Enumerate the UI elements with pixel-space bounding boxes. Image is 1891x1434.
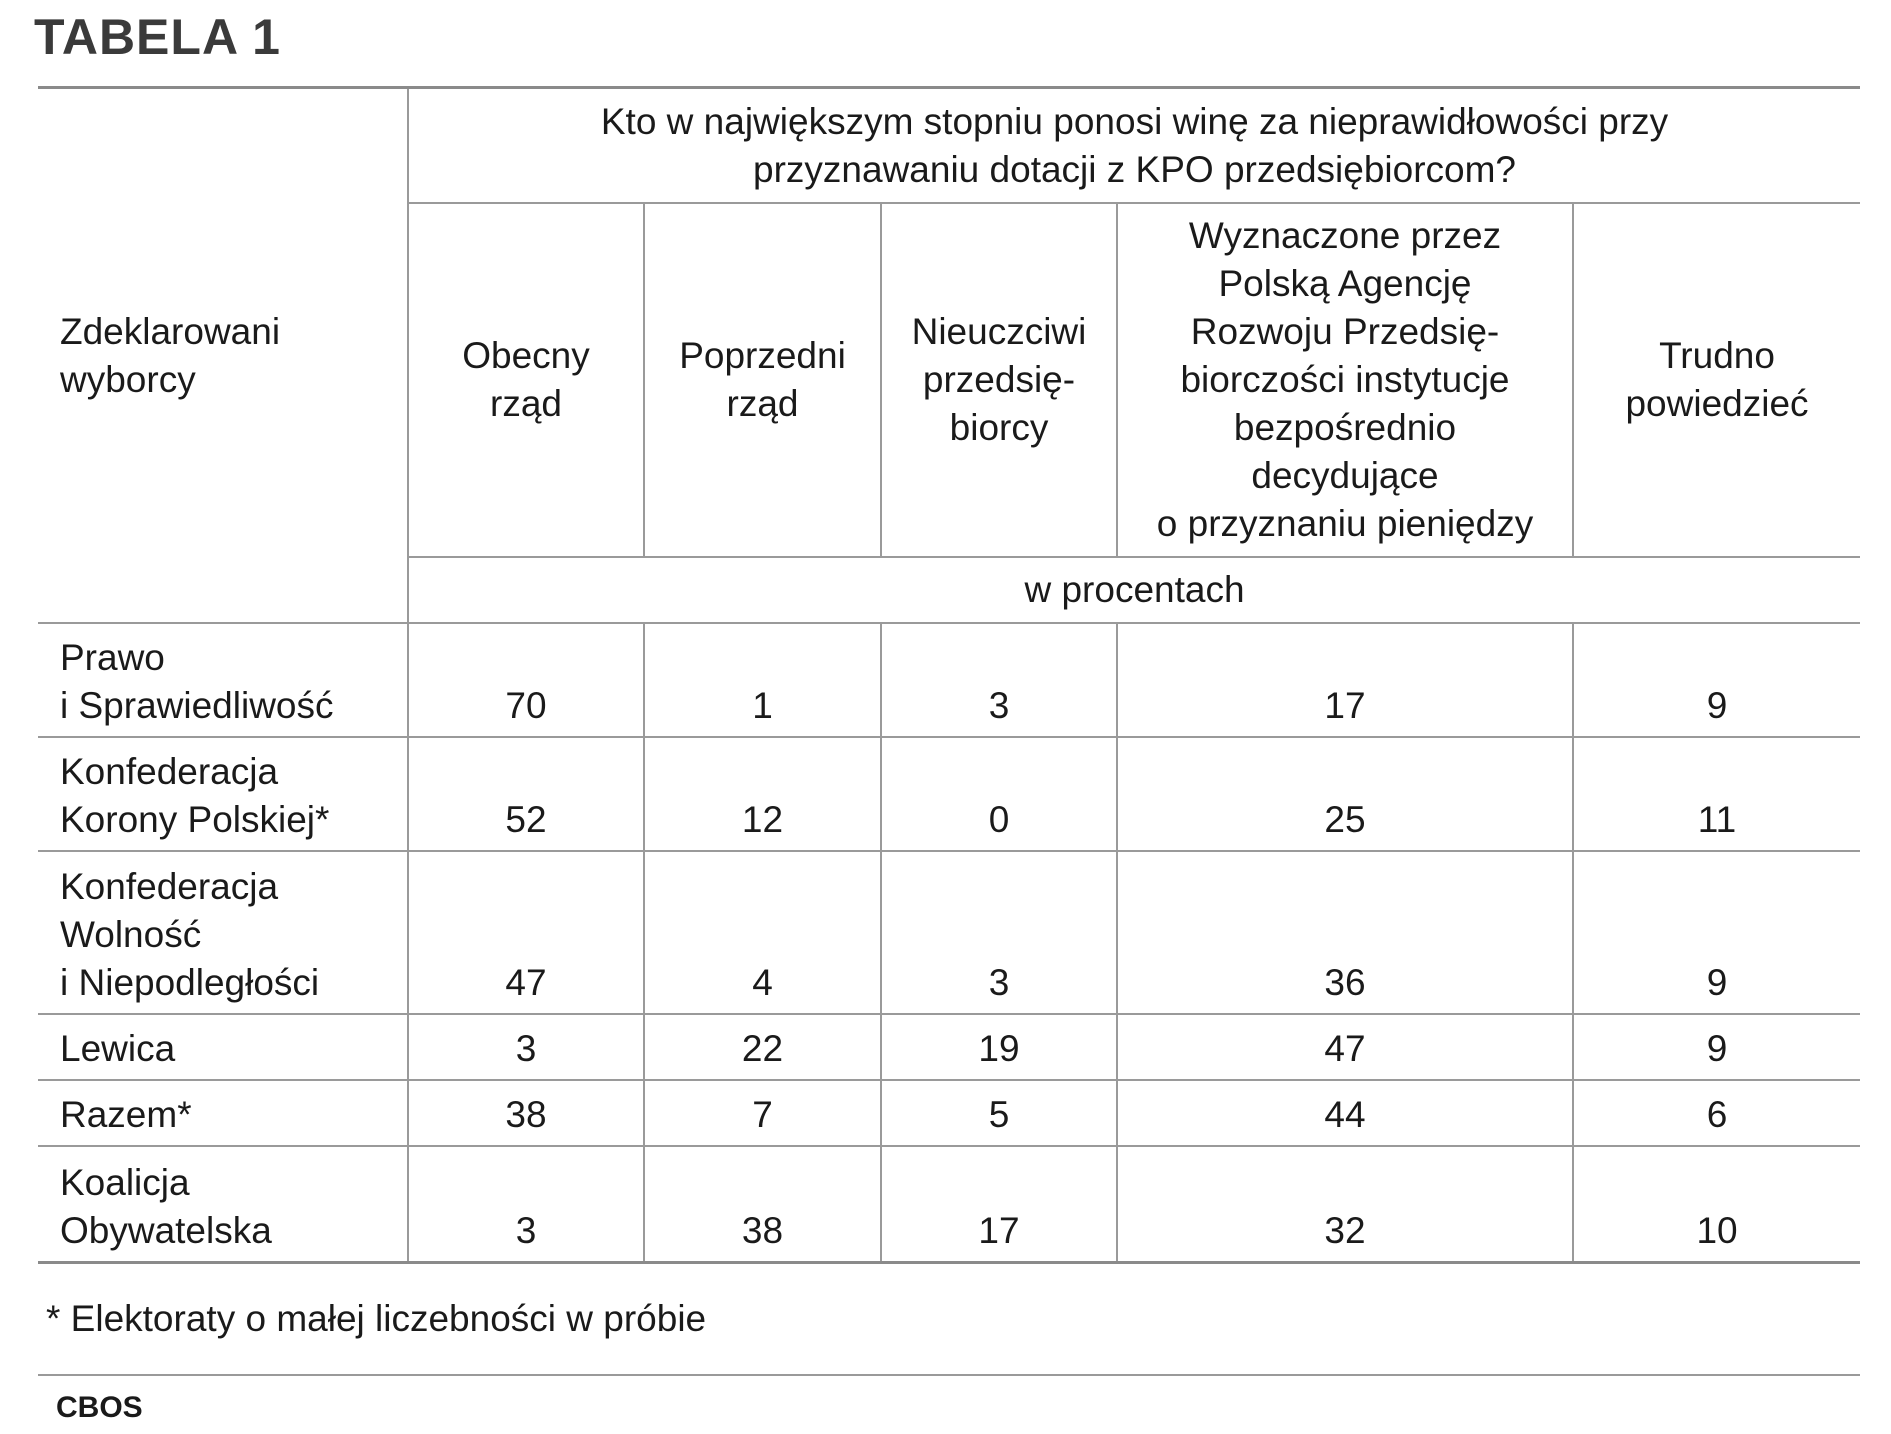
question-line: przyznawaniu dotacji z KPO przedsiębiorcom? <box>753 148 1516 190</box>
row-label <box>38 1080 408 1146</box>
table-cell: 5 <box>881 1080 1117 1146</box>
row-label-line: Wolność <box>60 914 202 955</box>
row-label-line: i Sprawiedliwość <box>60 685 334 726</box>
row-label-line: Konfederacja <box>60 751 279 792</box>
column-header-line: przedsię- <box>922 359 1076 400</box>
table-cell: 32 <box>1117 1146 1573 1262</box>
row-label-line: i Niepodległości <box>60 962 320 1003</box>
row-label <box>38 623 408 737</box>
table-cell: 17 <box>1117 623 1573 737</box>
row-label <box>38 851 408 1014</box>
table-title: TABELA 1 <box>34 9 281 65</box>
table-cell: 38 <box>644 1146 881 1262</box>
column-header-line: Nieuczciwi <box>911 311 1087 352</box>
column-header-line: Rozwoju Przedsię- <box>1190 311 1500 352</box>
table-cell: 19 <box>881 1014 1117 1080</box>
table-cell: 9 <box>1573 1014 1860 1080</box>
row-label-line: Koalicja <box>60 1161 190 1203</box>
column-header-line: decydujące <box>1251 455 1439 496</box>
stub-header-line: Zdeklarowani <box>60 310 281 352</box>
table-cell: 70 <box>408 623 644 737</box>
table-cell: 36 <box>1117 851 1573 1014</box>
column-header-obecny-rzad <box>408 203 644 557</box>
column-header-line: biorcy <box>949 407 1049 448</box>
table-row <box>38 851 1860 1014</box>
footnote: * Elektoraty o małej liczebności w próbie <box>46 1298 707 1339</box>
column-header-line: Poprzedni <box>679 335 846 376</box>
question-header <box>408 89 1860 203</box>
row-label-line: Korony Polskiej* <box>60 799 330 840</box>
table-cell: 4 <box>644 851 881 1014</box>
table-row <box>38 1146 1860 1262</box>
row-label-line: Konfederacja <box>60 866 279 907</box>
table-cell: 52 <box>408 737 644 851</box>
stub-header-line: wyborcy <box>60 358 196 400</box>
table-cell: 7 <box>644 1080 881 1146</box>
column-header-nieuczciwi-przedsiebiorcy <box>881 203 1117 557</box>
column-header-line: Trudno <box>1659 335 1775 376</box>
table-cell: 44 <box>1117 1080 1573 1146</box>
table-row <box>38 1014 1860 1080</box>
table-cell: 9 <box>1573 623 1860 737</box>
table-cell: 0 <box>881 737 1117 851</box>
table-cell: 1 <box>644 623 881 737</box>
row-label <box>38 1146 408 1262</box>
table-cell: 3 <box>408 1146 644 1262</box>
table-cell: 10 <box>1573 1146 1860 1262</box>
column-header-trudno-powiedziec <box>1573 203 1860 557</box>
column-header-line: Polską Agencję <box>1218 263 1472 304</box>
row-label <box>38 737 408 851</box>
question-line: Kto w największym stopniu ponosi winę za nieprawidłowości przy <box>600 100 1669 142</box>
row-label <box>38 1014 408 1080</box>
table-cell: 9 <box>1573 851 1860 1014</box>
table-cell: 17 <box>881 1146 1117 1262</box>
table-cell: 6 <box>1573 1080 1860 1146</box>
stub-header <box>38 89 408 623</box>
column-header-line: bezpośrednio <box>1233 407 1457 448</box>
table-cell: 3 <box>881 851 1117 1014</box>
results-table <box>38 89 1860 1264</box>
unit-label: w procentach <box>408 557 1860 623</box>
table-cell: 47 <box>1117 1014 1573 1080</box>
bottom-divider <box>38 1374 1860 1376</box>
column-header-line: o przyznaniu pieniędzy <box>1156 503 1534 544</box>
table-cell: 3 <box>408 1014 644 1080</box>
column-header-line: Wyznaczone przez <box>1188 215 1502 256</box>
table-cell: 25 <box>1117 737 1573 851</box>
column-header-instytucje-parp <box>1117 203 1573 557</box>
column-header-line: rząd <box>490 383 562 424</box>
table-row <box>38 1080 1860 1146</box>
table-cell: 38 <box>408 1080 644 1146</box>
column-header-line: powiedzieć <box>1625 383 1809 424</box>
row-label-line: Prawo <box>60 637 165 678</box>
column-header-line: Obecny <box>462 335 590 376</box>
row-label-line: Razem* <box>60 1094 192 1135</box>
row-label-line: Obywatelska <box>60 1209 272 1251</box>
table-cell: 3 <box>881 623 1117 737</box>
column-header-line: biorczości instytucje <box>1180 359 1510 400</box>
column-header-poprzedni-rzad <box>644 203 881 557</box>
table-row <box>38 623 1860 737</box>
column-header-line: rząd <box>726 383 799 424</box>
table-cell: 47 <box>408 851 644 1014</box>
table-cell: 11 <box>1573 737 1860 851</box>
source-label: CBOS <box>56 1391 143 1424</box>
table-row <box>38 737 1860 851</box>
table-cell: 12 <box>644 737 881 851</box>
row-label-line: Lewica <box>60 1028 176 1069</box>
table-cell: 22 <box>644 1014 881 1080</box>
